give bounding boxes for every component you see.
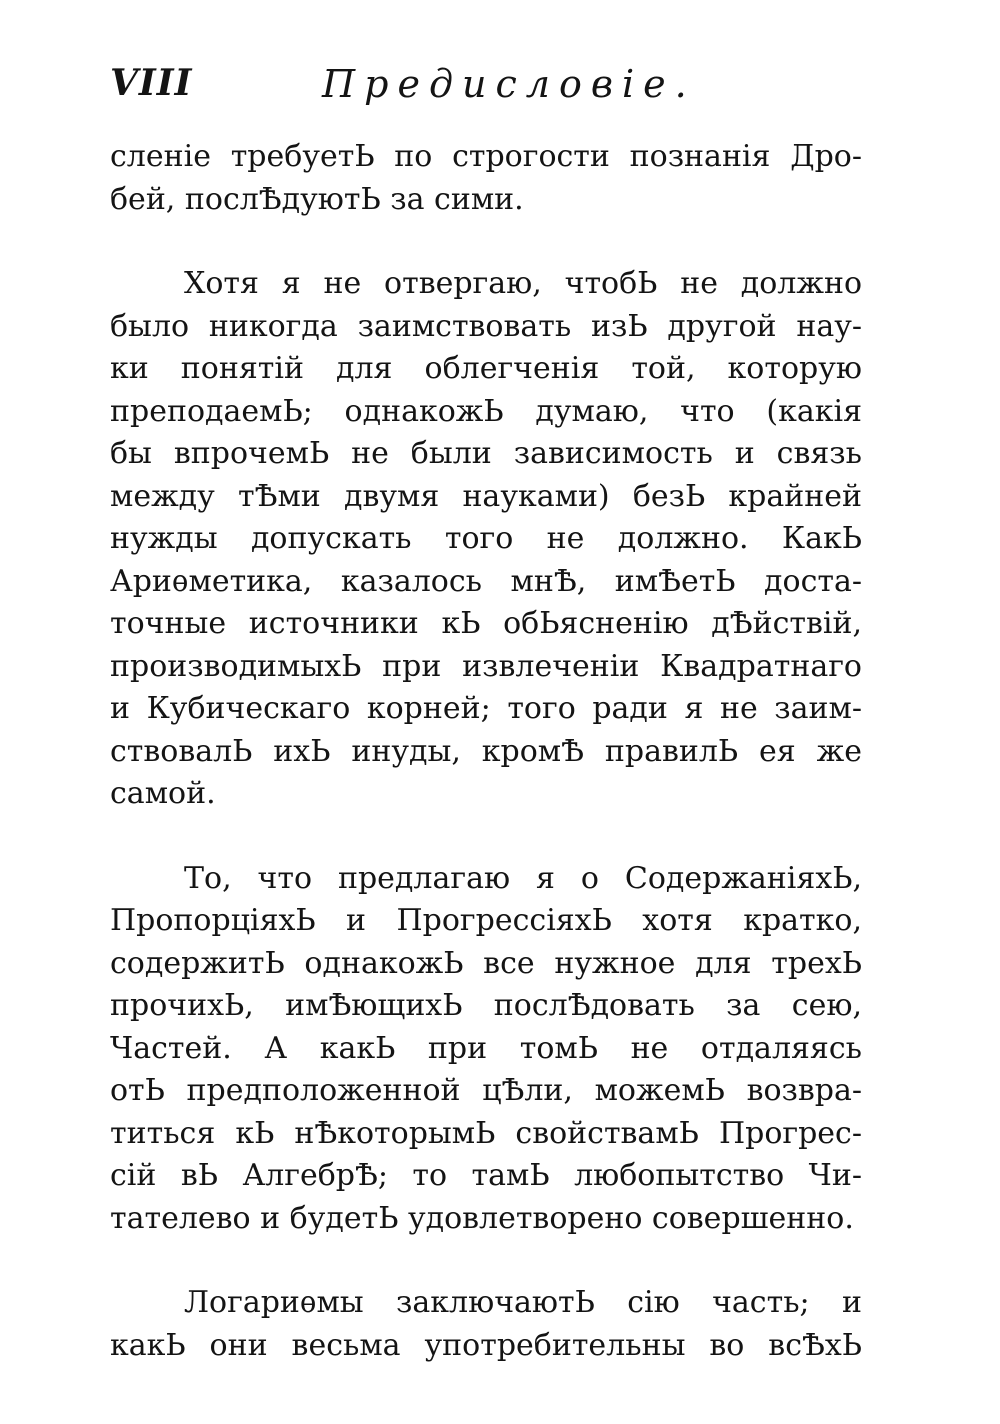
text-line: было никогда заимствовать изЬ другой нау- xyxy=(110,308,862,344)
text-line: содержитЬ однакожЬ все нужное для трехЬ xyxy=(110,945,862,981)
text-line: и Кубическаго корней; того ради я не заим- xyxy=(110,691,862,726)
paragraph-gap xyxy=(110,816,862,858)
text-line: между тѢми двумя науками) безЬ крайней xyxy=(110,478,862,514)
text-line: точные источники кЬ обЬясненію дѢйствій, xyxy=(110,606,862,641)
text-line: самой. xyxy=(110,776,216,811)
text-line: Логариѳмы заключаютЬ сію часть; и xyxy=(184,1285,862,1320)
text-line: титься кЬ нѢкоторымЬ свойствамЬ Прогрес- xyxy=(110,1115,862,1151)
text-line: Хотя я не отвергаю, чтобЬ не должно xyxy=(184,266,862,301)
text-line: Ариѳметика, казалось мнѢ, имѢетЬ доста- xyxy=(110,563,862,599)
text-line: прочихЬ, имѢющихЬ послѢдовать за сею, xyxy=(110,988,862,1023)
paragraph-logarithms xyxy=(110,1282,862,1367)
paragraph-gap xyxy=(110,1240,862,1282)
text-line: ки понятій для облегченія той, которую xyxy=(110,351,862,386)
text-line: сленіе требуетЬ по строгости познанія Дро- xyxy=(110,139,862,174)
text-line: сій вЬ АлгебрѢ; то тамЬ любопытство Чи- xyxy=(110,1158,862,1193)
text-line: тателево и будетЬ удовлетворено совершенно. xyxy=(110,1200,854,1236)
text-line: ПропорціяхЬ и ПрогрессіяхЬ хотя кратко, xyxy=(110,903,862,938)
body-text xyxy=(110,136,862,1367)
text-line: То, что предлагаю я о СодержаніяхЬ, xyxy=(184,860,862,896)
text-line: бей, послѢдуютЬ за сими. xyxy=(110,181,524,217)
paragraph-continuation xyxy=(110,136,862,221)
running-title: Предисловіе. xyxy=(322,62,696,106)
text-line: производимыхЬ при извлеченіи Квадратнаго xyxy=(110,648,862,684)
text-line: преподаемЬ; однакожЬ думаю, что (какія xyxy=(110,393,862,429)
text-line: Частей. А какЬ при томЬ не отдаляясь xyxy=(110,1030,862,1066)
text-line: бы впрочемЬ не были зависимость и связь xyxy=(110,436,862,471)
text-line: нужды допускать того не должно. КакЬ xyxy=(110,521,862,556)
page-header xyxy=(110,62,870,118)
paragraph-gap xyxy=(110,221,862,263)
text-line: отЬ предположенной цѢли, можемЬ возвра- xyxy=(110,1073,862,1108)
paragraph-arithmetic-sources xyxy=(110,263,862,816)
text-line: ствовалЬ ихЬ инуды, кромѢ правилЬ ея же xyxy=(110,733,862,769)
paragraph-proportions xyxy=(110,858,862,1241)
page-number: VIII xyxy=(110,62,193,104)
text-line: какЬ они весьма употребительны во всѢхЬ xyxy=(110,1327,862,1363)
